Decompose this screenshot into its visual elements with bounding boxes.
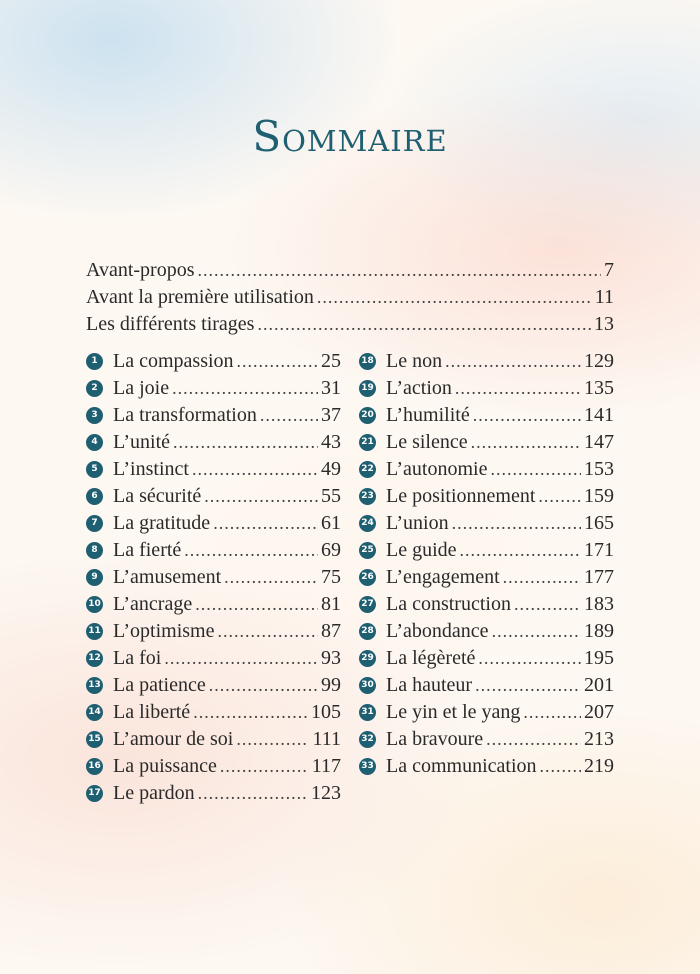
- entry-label: L’unité: [113, 431, 171, 453]
- dot-leader: [198, 257, 602, 284]
- entry-page: 159: [584, 485, 614, 507]
- chapter-number-badge: 1: [86, 353, 103, 370]
- dot-leader: [523, 699, 581, 726]
- chapter-number-badge: 23: [359, 488, 376, 505]
- entry-page: 141: [584, 404, 614, 426]
- toc-entry[interactable]: [86, 402, 341, 429]
- entry-page: 129: [584, 350, 614, 372]
- entry-page: 105: [311, 701, 341, 723]
- toc-entry[interactable]: [86, 510, 341, 537]
- chapter-number-badge: 26: [359, 569, 376, 586]
- entry-page: 177: [584, 566, 614, 588]
- chapter-number-badge: 29: [359, 650, 376, 667]
- entry-label: L’union: [386, 512, 449, 534]
- entry-page: 153: [584, 458, 614, 480]
- toc-entry[interactable]: [86, 645, 341, 672]
- entry-label: La bravoure: [386, 728, 484, 750]
- entry-label: L’optimisme: [113, 620, 215, 642]
- entry-label: L’instinct: [113, 458, 189, 480]
- entry-label: La joie: [113, 377, 170, 399]
- toc-entry[interactable]: [359, 537, 614, 564]
- toc-entry[interactable]: [86, 284, 614, 311]
- entry-page: 213: [584, 728, 614, 750]
- chapter-number-badge: 22: [359, 461, 376, 478]
- entry-page: 37: [321, 404, 341, 426]
- entry-page: 117: [311, 755, 341, 777]
- chapter-number-badge: 8: [86, 542, 103, 559]
- entry-page: 201: [584, 674, 614, 696]
- entry-page: 183: [584, 593, 614, 615]
- entry-page: 165: [584, 512, 614, 534]
- chapter-number-badge: 27: [359, 596, 376, 613]
- entry-label: L’ancrage: [113, 593, 193, 615]
- dot-leader: [317, 284, 592, 311]
- entry-label: La sécurité: [113, 485, 202, 507]
- entry-page: 43: [321, 431, 341, 453]
- toc-entry[interactable]: [86, 348, 341, 375]
- entry-label: Le silence: [386, 431, 468, 453]
- chapter-number-badge: 12: [86, 650, 103, 667]
- toc-entry[interactable]: [359, 429, 614, 456]
- dot-leader: [220, 753, 309, 780]
- dot-leader: [492, 618, 581, 645]
- chapter-number-badge: 3: [86, 407, 103, 424]
- dot-leader: [486, 726, 581, 753]
- toc-entry[interactable]: [359, 672, 614, 699]
- toc-entry[interactable]: [359, 753, 614, 780]
- dot-leader: [237, 348, 318, 375]
- chapter-number-badge: 20: [359, 407, 376, 424]
- toc-entry[interactable]: [86, 483, 341, 510]
- entry-page: 111: [312, 728, 341, 750]
- toc-column-right: [359, 348, 614, 780]
- toc-entry[interactable]: [86, 311, 614, 338]
- entry-page: 93: [321, 647, 341, 669]
- toc-entry[interactable]: [86, 564, 341, 591]
- dot-leader: [540, 753, 581, 780]
- dot-leader: [445, 348, 581, 375]
- chapter-number-badge: 4: [86, 434, 103, 451]
- entry-label: La gratitude: [113, 512, 211, 534]
- chapter-number-badge: 30: [359, 677, 376, 694]
- entry-page: 69: [321, 539, 341, 561]
- entry-page: 171: [584, 539, 614, 561]
- entry-label: La fierté: [113, 539, 182, 561]
- chapter-number-badge: 17: [86, 785, 103, 802]
- chapter-number-badge: 25: [359, 542, 376, 559]
- chapter-number-badge: 32: [359, 731, 376, 748]
- entry-label: La compassion: [113, 350, 234, 372]
- entry-page: 135: [584, 377, 614, 399]
- chapter-number-badge: 19: [359, 380, 376, 397]
- chapter-number-badge: 10: [86, 596, 103, 613]
- chapter-number-badge: 21: [359, 434, 376, 451]
- entry-label: Le guide: [386, 539, 457, 561]
- dot-leader: [172, 375, 318, 402]
- entry-page: 11: [594, 286, 614, 308]
- dot-leader: [260, 402, 318, 429]
- entry-page: 195: [584, 647, 614, 669]
- entry-page: 207: [584, 701, 614, 723]
- toc-entry[interactable]: [359, 402, 614, 429]
- dot-leader: [471, 429, 581, 456]
- entry-label: La légèreté: [386, 647, 476, 669]
- toc-entry[interactable]: [359, 726, 614, 753]
- entry-label: L’amour de soi: [113, 728, 234, 750]
- toc-entry[interactable]: [86, 672, 341, 699]
- dot-leader: [195, 591, 318, 618]
- entry-page: 87: [321, 620, 341, 642]
- dot-leader: [478, 645, 581, 672]
- entry-label: Le yin et le yang: [386, 701, 521, 723]
- chapter-number-badge: 31: [359, 704, 376, 721]
- toc-entry[interactable]: [359, 456, 614, 483]
- entry-label: La transformation: [113, 404, 257, 426]
- dot-leader: [452, 510, 581, 537]
- chapter-number-badge: 7: [86, 515, 103, 532]
- toc-entry[interactable]: [86, 726, 341, 753]
- entry-page: 13: [594, 313, 614, 335]
- toc-entry[interactable]: [359, 699, 614, 726]
- chapter-number-badge: 24: [359, 515, 376, 532]
- entry-page: 25: [321, 350, 341, 372]
- dot-leader: [184, 537, 318, 564]
- dot-leader: [224, 564, 318, 591]
- chapter-number-badge: 13: [86, 677, 103, 694]
- toc-entry[interactable]: [86, 456, 341, 483]
- dot-leader: [193, 699, 308, 726]
- toc-entry[interactable]: [359, 618, 614, 645]
- toc-entry[interactable]: [359, 375, 614, 402]
- entry-label: L’autonomie: [386, 458, 488, 480]
- toc-entry[interactable]: [359, 510, 614, 537]
- dot-leader: [514, 591, 581, 618]
- toc-entry[interactable]: [86, 591, 341, 618]
- entry-label: La patience: [113, 674, 206, 696]
- entry-label: La hauteur: [386, 674, 473, 696]
- entry-page: 61: [321, 512, 341, 534]
- entry-label: L’amusement: [113, 566, 222, 588]
- chapter-number-badge: 33: [359, 758, 376, 775]
- dot-leader: [213, 510, 318, 537]
- dot-leader: [503, 564, 581, 591]
- dot-leader: [455, 375, 581, 402]
- toc-entry[interactable]: [359, 564, 614, 591]
- toc-entry[interactable]: [86, 537, 341, 564]
- toc-entry[interactable]: [86, 429, 341, 456]
- chapter-number-badge: 2: [86, 380, 103, 397]
- entry-label: Avant-propos: [86, 259, 195, 281]
- toc-entry[interactable]: [359, 348, 614, 375]
- entry-label: Les différents tirages: [86, 313, 255, 335]
- entry-label: La construction: [386, 593, 511, 615]
- intro-section: [86, 257, 614, 338]
- entry-page: 123: [311, 782, 341, 804]
- dot-leader: [173, 429, 318, 456]
- page-title: Sommaire: [252, 112, 448, 161]
- entry-label: La puissance: [113, 755, 217, 777]
- dot-leader: [257, 311, 591, 338]
- entry-page: 55: [321, 485, 341, 507]
- dot-leader: [236, 726, 309, 753]
- chapter-number-badge: 5: [86, 461, 103, 478]
- chapter-number-badge: 14: [86, 704, 103, 721]
- dot-leader: [192, 456, 318, 483]
- dot-leader: [473, 402, 581, 429]
- entry-label: Le pardon: [113, 782, 195, 804]
- entry-label: Avant la première utilisation: [86, 286, 314, 308]
- entry-label: L’engagement: [386, 566, 500, 588]
- dot-leader: [164, 645, 318, 672]
- entry-page: 31: [321, 377, 341, 399]
- dot-leader: [217, 618, 318, 645]
- toc-entry[interactable]: [86, 699, 341, 726]
- entry-page: 81: [321, 593, 341, 615]
- entry-page: 49: [321, 458, 341, 480]
- entry-page: 7: [604, 259, 614, 281]
- entry-page: 189: [584, 620, 614, 642]
- chapter-number-badge: 18: [359, 353, 376, 370]
- entry-label: L’abondance: [386, 620, 489, 642]
- toc-entry[interactable]: [86, 375, 341, 402]
- chapter-number-badge: 15: [86, 731, 103, 748]
- chapter-number-badge: 9: [86, 569, 103, 586]
- entry-label: La communication: [386, 755, 537, 777]
- chapter-number-badge: 6: [86, 488, 103, 505]
- entry-page: 75: [321, 566, 341, 588]
- dot-leader: [204, 483, 318, 510]
- dot-leader: [460, 537, 581, 564]
- toc-entry[interactable]: [359, 483, 614, 510]
- dot-leader: [209, 672, 318, 699]
- chapter-number-badge: 28: [359, 623, 376, 640]
- dot-leader: [475, 672, 581, 699]
- entry-page: 147: [584, 431, 614, 453]
- chapter-number-badge: 11: [86, 623, 103, 640]
- toc-entry[interactable]: [86, 257, 614, 284]
- toc-entry[interactable]: [359, 591, 614, 618]
- toc-entry[interactable]: [86, 753, 341, 780]
- toc-entry[interactable]: [86, 618, 341, 645]
- dot-leader: [538, 483, 581, 510]
- toc-entry[interactable]: [359, 645, 614, 672]
- dot-leader: [490, 456, 581, 483]
- toc-entry[interactable]: [86, 780, 341, 807]
- entry-page: 219: [584, 755, 614, 777]
- entry-page: 99: [321, 674, 341, 696]
- entry-label: L’humilité: [386, 404, 470, 426]
- toc-column-left: [86, 348, 341, 807]
- dot-leader: [198, 780, 308, 807]
- entry-label: L’action: [386, 377, 452, 399]
- entry-label: La liberté: [113, 701, 191, 723]
- chapter-number-badge: 16: [86, 758, 103, 775]
- entry-label: Le positionnement: [386, 485, 536, 507]
- entry-label: La foi: [113, 647, 162, 669]
- entry-label: Le non: [386, 350, 443, 372]
